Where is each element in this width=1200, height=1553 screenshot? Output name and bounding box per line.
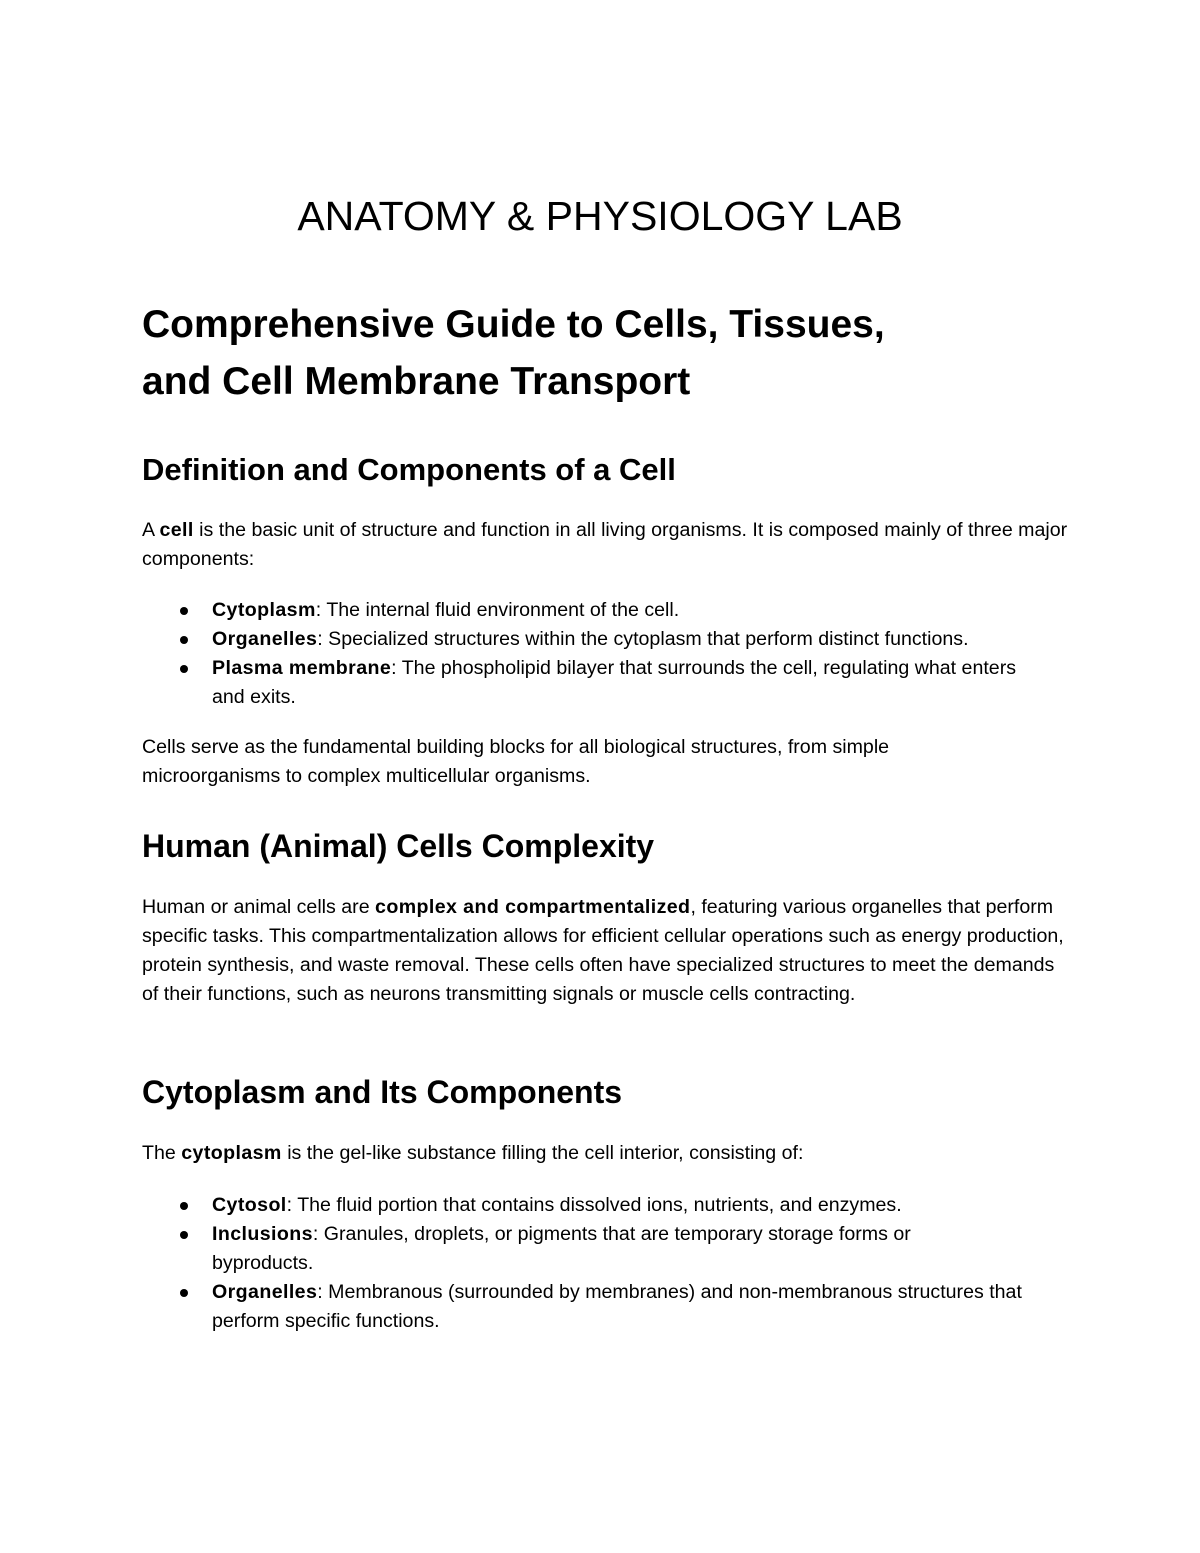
document-title: ANATOMY & PHYSIOLOGY LAB <box>297 193 903 239</box>
list-item-text: : Membranous (surrounded by membranes) and non-membranous structures that perform specific functions. <box>212 1281 1022 1332</box>
list-item-text: : The internal fluid environment of the cell. <box>315 599 680 621</box>
list-item-inclusions <box>142 1220 1072 1278</box>
list-item-term: Cytoplasm <box>212 599 316 621</box>
bullet-icon <box>180 636 188 644</box>
bullet-icon <box>180 1231 188 1239</box>
bullet-icon <box>180 1202 188 1210</box>
section-heading-animal-cells: Human (Animal) Cells Complexity <box>142 828 655 864</box>
cytoplasm-intro-post: is the gel-like substance filling the cell interior, consisting of: <box>281 1142 804 1164</box>
animal-cells-paragraph <box>142 893 1072 1009</box>
list-item-term: Inclusions <box>212 1223 313 1245</box>
list-item-term: Plasma membrane <box>212 657 392 679</box>
cell-intro-pre: A <box>142 519 160 541</box>
cytoplasm-components-list <box>142 1191 1072 1336</box>
list-item-text: : Specialized structures within the cytoplasm that perform distinct functions. <box>317 628 969 650</box>
cytoplasm-intro-paragraph <box>142 1139 1072 1168</box>
bullet-icon <box>180 1289 188 1297</box>
animal-intro-bold: complex and compartmentalized <box>375 896 691 918</box>
list-item-plasma-membrane <box>142 654 1072 712</box>
list-item-organelles <box>142 625 1072 654</box>
list-item-text: : The phospholipid bilayer that surrounds the cell, regulating what enters and exits. <box>212 657 1017 708</box>
section-heading-cell-definition: Definition and Components of a Cell <box>142 452 676 487</box>
cell-definition-paragraph <box>142 516 1072 574</box>
cell-intro-post: is the basic unit of structure and function in all living organisms. It is composed mainly of three major components: <box>142 519 1068 570</box>
document-subtitle <box>142 296 1058 410</box>
cell-components-list <box>142 596 1072 712</box>
cell-closing-paragraph: Cells serve as the fundamental building blocks for all biological structures, from simple microorganisms to complex multicellular organisms. <box>142 736 890 787</box>
list-item-cytosol <box>142 1191 1072 1220</box>
list-item-term: Organelles <box>212 628 318 650</box>
animal-intro-post: , featuring various organelles that perform specific tasks. This compartmentalization allows for efficient cellular operations such as energy production, protein synthesis, and waste removal. These cells often have specialized structures to meet the demands of their functions, such as neurons transmitting signals or muscle cells contracting. <box>142 896 1064 1005</box>
bullet-icon <box>180 607 188 615</box>
cytoplasm-intro-bold: cytoplasm <box>181 1142 282 1164</box>
bullet-icon <box>180 665 188 673</box>
list-item-term: Cytosol <box>212 1194 287 1216</box>
list-item-term: Organelles <box>212 1281 318 1303</box>
list-item-text: : The fluid portion that contains dissolved ions, nutrients, and enzymes. <box>286 1194 902 1216</box>
list-item-organelles-cytoplasm <box>142 1278 1072 1336</box>
subtitle-line-2: and Cell Membrane Transport <box>142 360 691 403</box>
list-item-text: : Granules, droplets, or pigments that are temporary storage forms or byproducts. <box>212 1223 911 1274</box>
cytoplasm-intro-pre: The <box>142 1142 182 1164</box>
list-item-cytoplasm <box>142 596 1072 625</box>
animal-intro-pre: Human or animal cells are <box>142 896 376 918</box>
subtitle-line-1: Comprehensive Guide to Cells, Tissues, <box>142 303 885 346</box>
cell-intro-bold: cell <box>159 519 194 541</box>
section-heading-cytoplasm: Cytoplasm and Its Components <box>142 1074 623 1110</box>
